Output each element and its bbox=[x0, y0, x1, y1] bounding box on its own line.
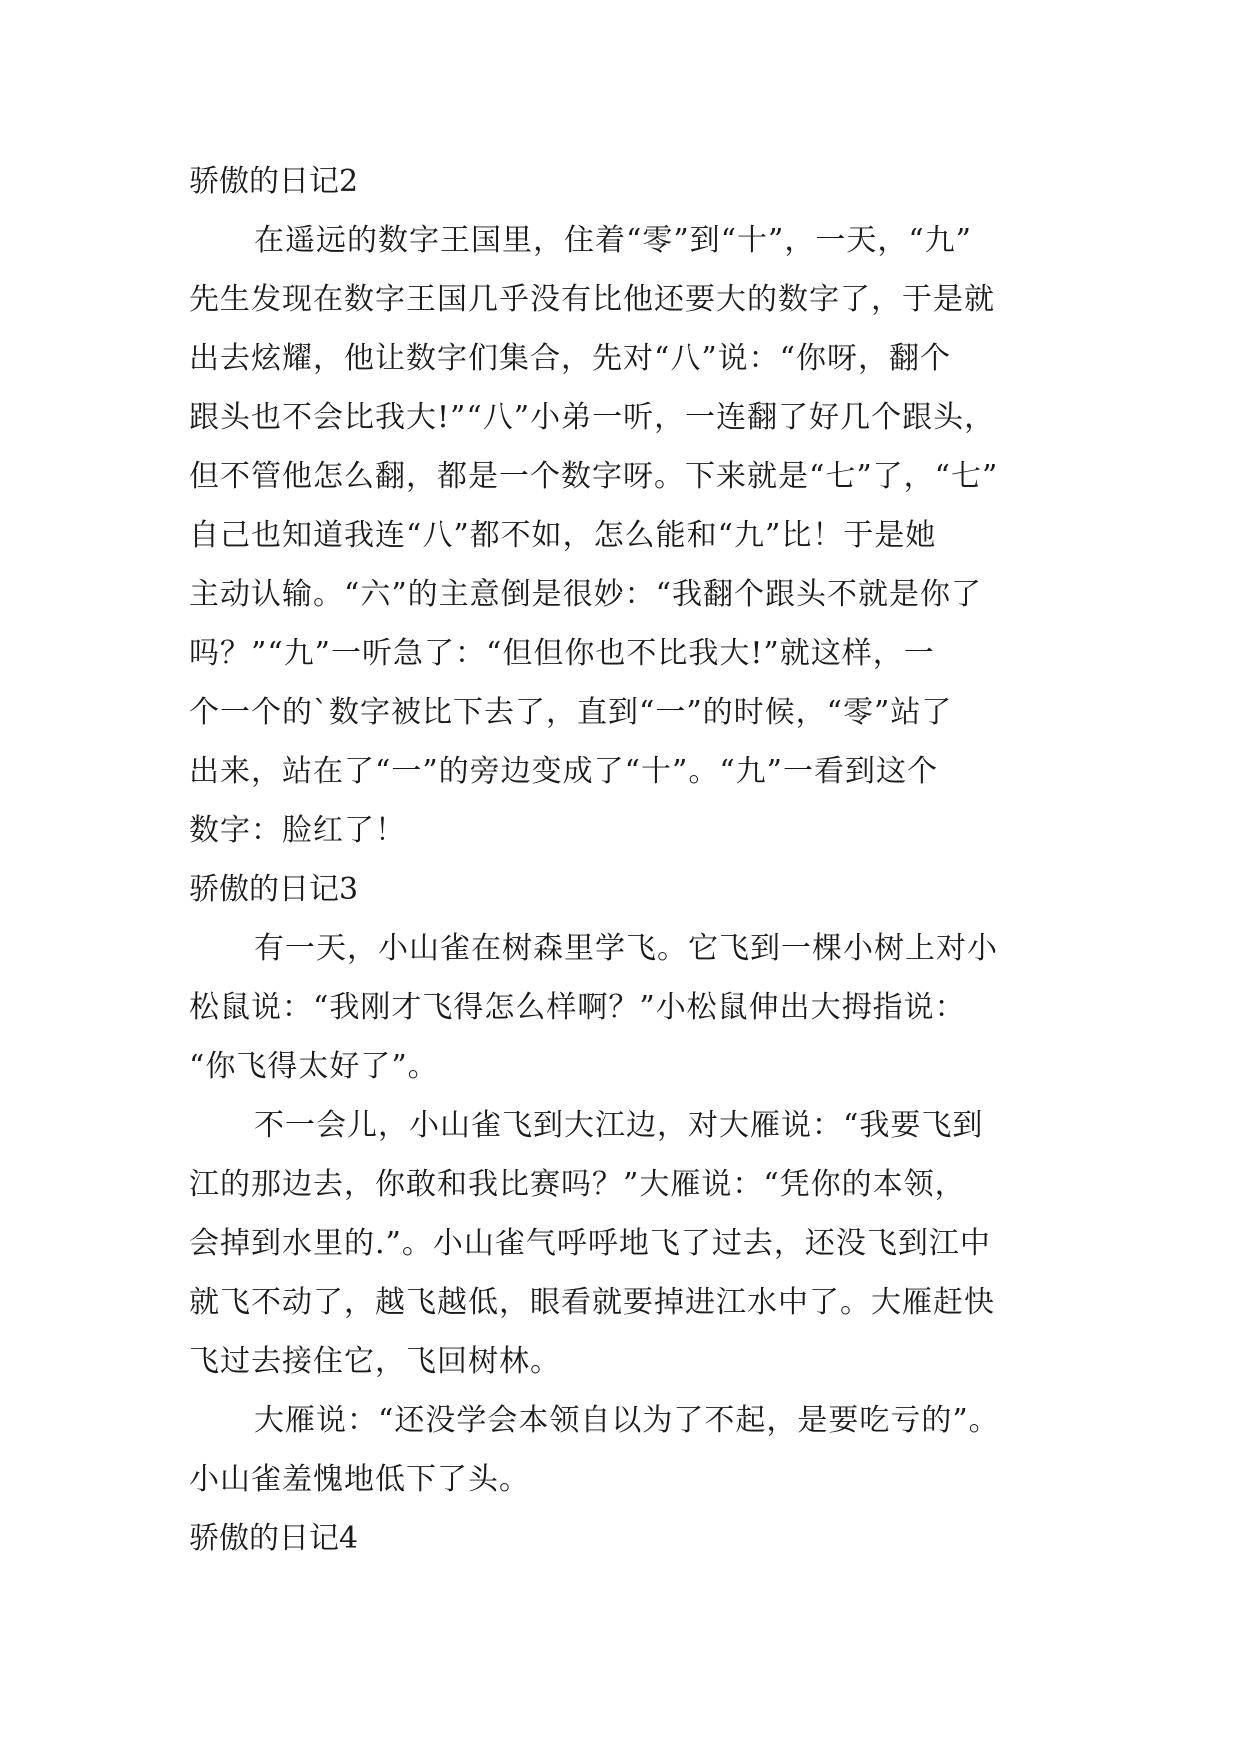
section-heading: 骄傲的日记2 bbox=[189, 164, 359, 199]
text-line: 数字：脸红了！ bbox=[189, 813, 406, 848]
text-line: 在遥远的数字王国里，住着“零”到“十”，一天，“九” bbox=[254, 223, 973, 258]
text-line: 但不管他怎么翻，都是一个数字呀。下来就是“七”了，“七” bbox=[189, 459, 999, 494]
text-line: 自己也知道我连“八”都不如，怎么能和“九”比！于是她 bbox=[189, 518, 937, 553]
text-line: 跟头也不会比我大!”“八”小弟一听，一连翻了好几个跟头， bbox=[189, 400, 996, 435]
text-line: 飞过去接住它，飞回树林。 bbox=[189, 1344, 561, 1379]
text-line: 松鼠说：“我刚才飞得怎么样啊？”小松鼠伸出大拇指说： bbox=[189, 990, 966, 1025]
text-line: “你飞得太好了”。 bbox=[189, 1049, 439, 1084]
text-line: 就飞不动了，越飞越低，眼看就要掉进江水中了。大雁赶快 bbox=[189, 1285, 995, 1320]
text-line: 出去炫耀，他让数字们集合，先对“八”说：“你呀，翻个 bbox=[189, 341, 952, 376]
text-line: 先生发现在数字王国几乎没有比他还要大的数字了，于是就 bbox=[189, 282, 995, 317]
text-line: 吗？”“九”一听急了：“但但你也不比我大!”就这样，一 bbox=[189, 636, 935, 671]
text-line: 有一天，小山雀在树森里学飞。它飞到一棵小树上对小 bbox=[254, 931, 998, 966]
text-line: 个一个的`数字被比下去了，直到“一”的时候，“零”站了 bbox=[189, 695, 953, 730]
text-line: 江的那边去，你敢和我比赛吗？”大雁说：“凭你的本领， bbox=[189, 1167, 966, 1202]
text-line: 主动认输。“六”的主意倒是很妙：“我翻个跟头不就是你了 bbox=[189, 577, 983, 612]
text-line: 会掉到水里的.”。小山雀气呼呼地飞了过去，还没飞到江中 bbox=[189, 1226, 991, 1261]
text-line: 小山雀羞愧地低下了头。 bbox=[189, 1462, 530, 1497]
section-heading: 骄傲的日记3 bbox=[189, 872, 359, 907]
section-heading: 骄傲的日记4 bbox=[189, 1521, 359, 1556]
text-line: 大雁说：“还没学会本领自以为了不起，是要吃亏的”。 bbox=[254, 1403, 1000, 1438]
text-line: 不一会儿，小山雀飞到大江边，对大雁说：“我要飞到 bbox=[254, 1108, 984, 1143]
text-line: 出来，站在了“一”的旁边变成了“十”。“九”一看到这个 bbox=[189, 754, 939, 789]
document-body bbox=[189, 152, 1069, 1568]
